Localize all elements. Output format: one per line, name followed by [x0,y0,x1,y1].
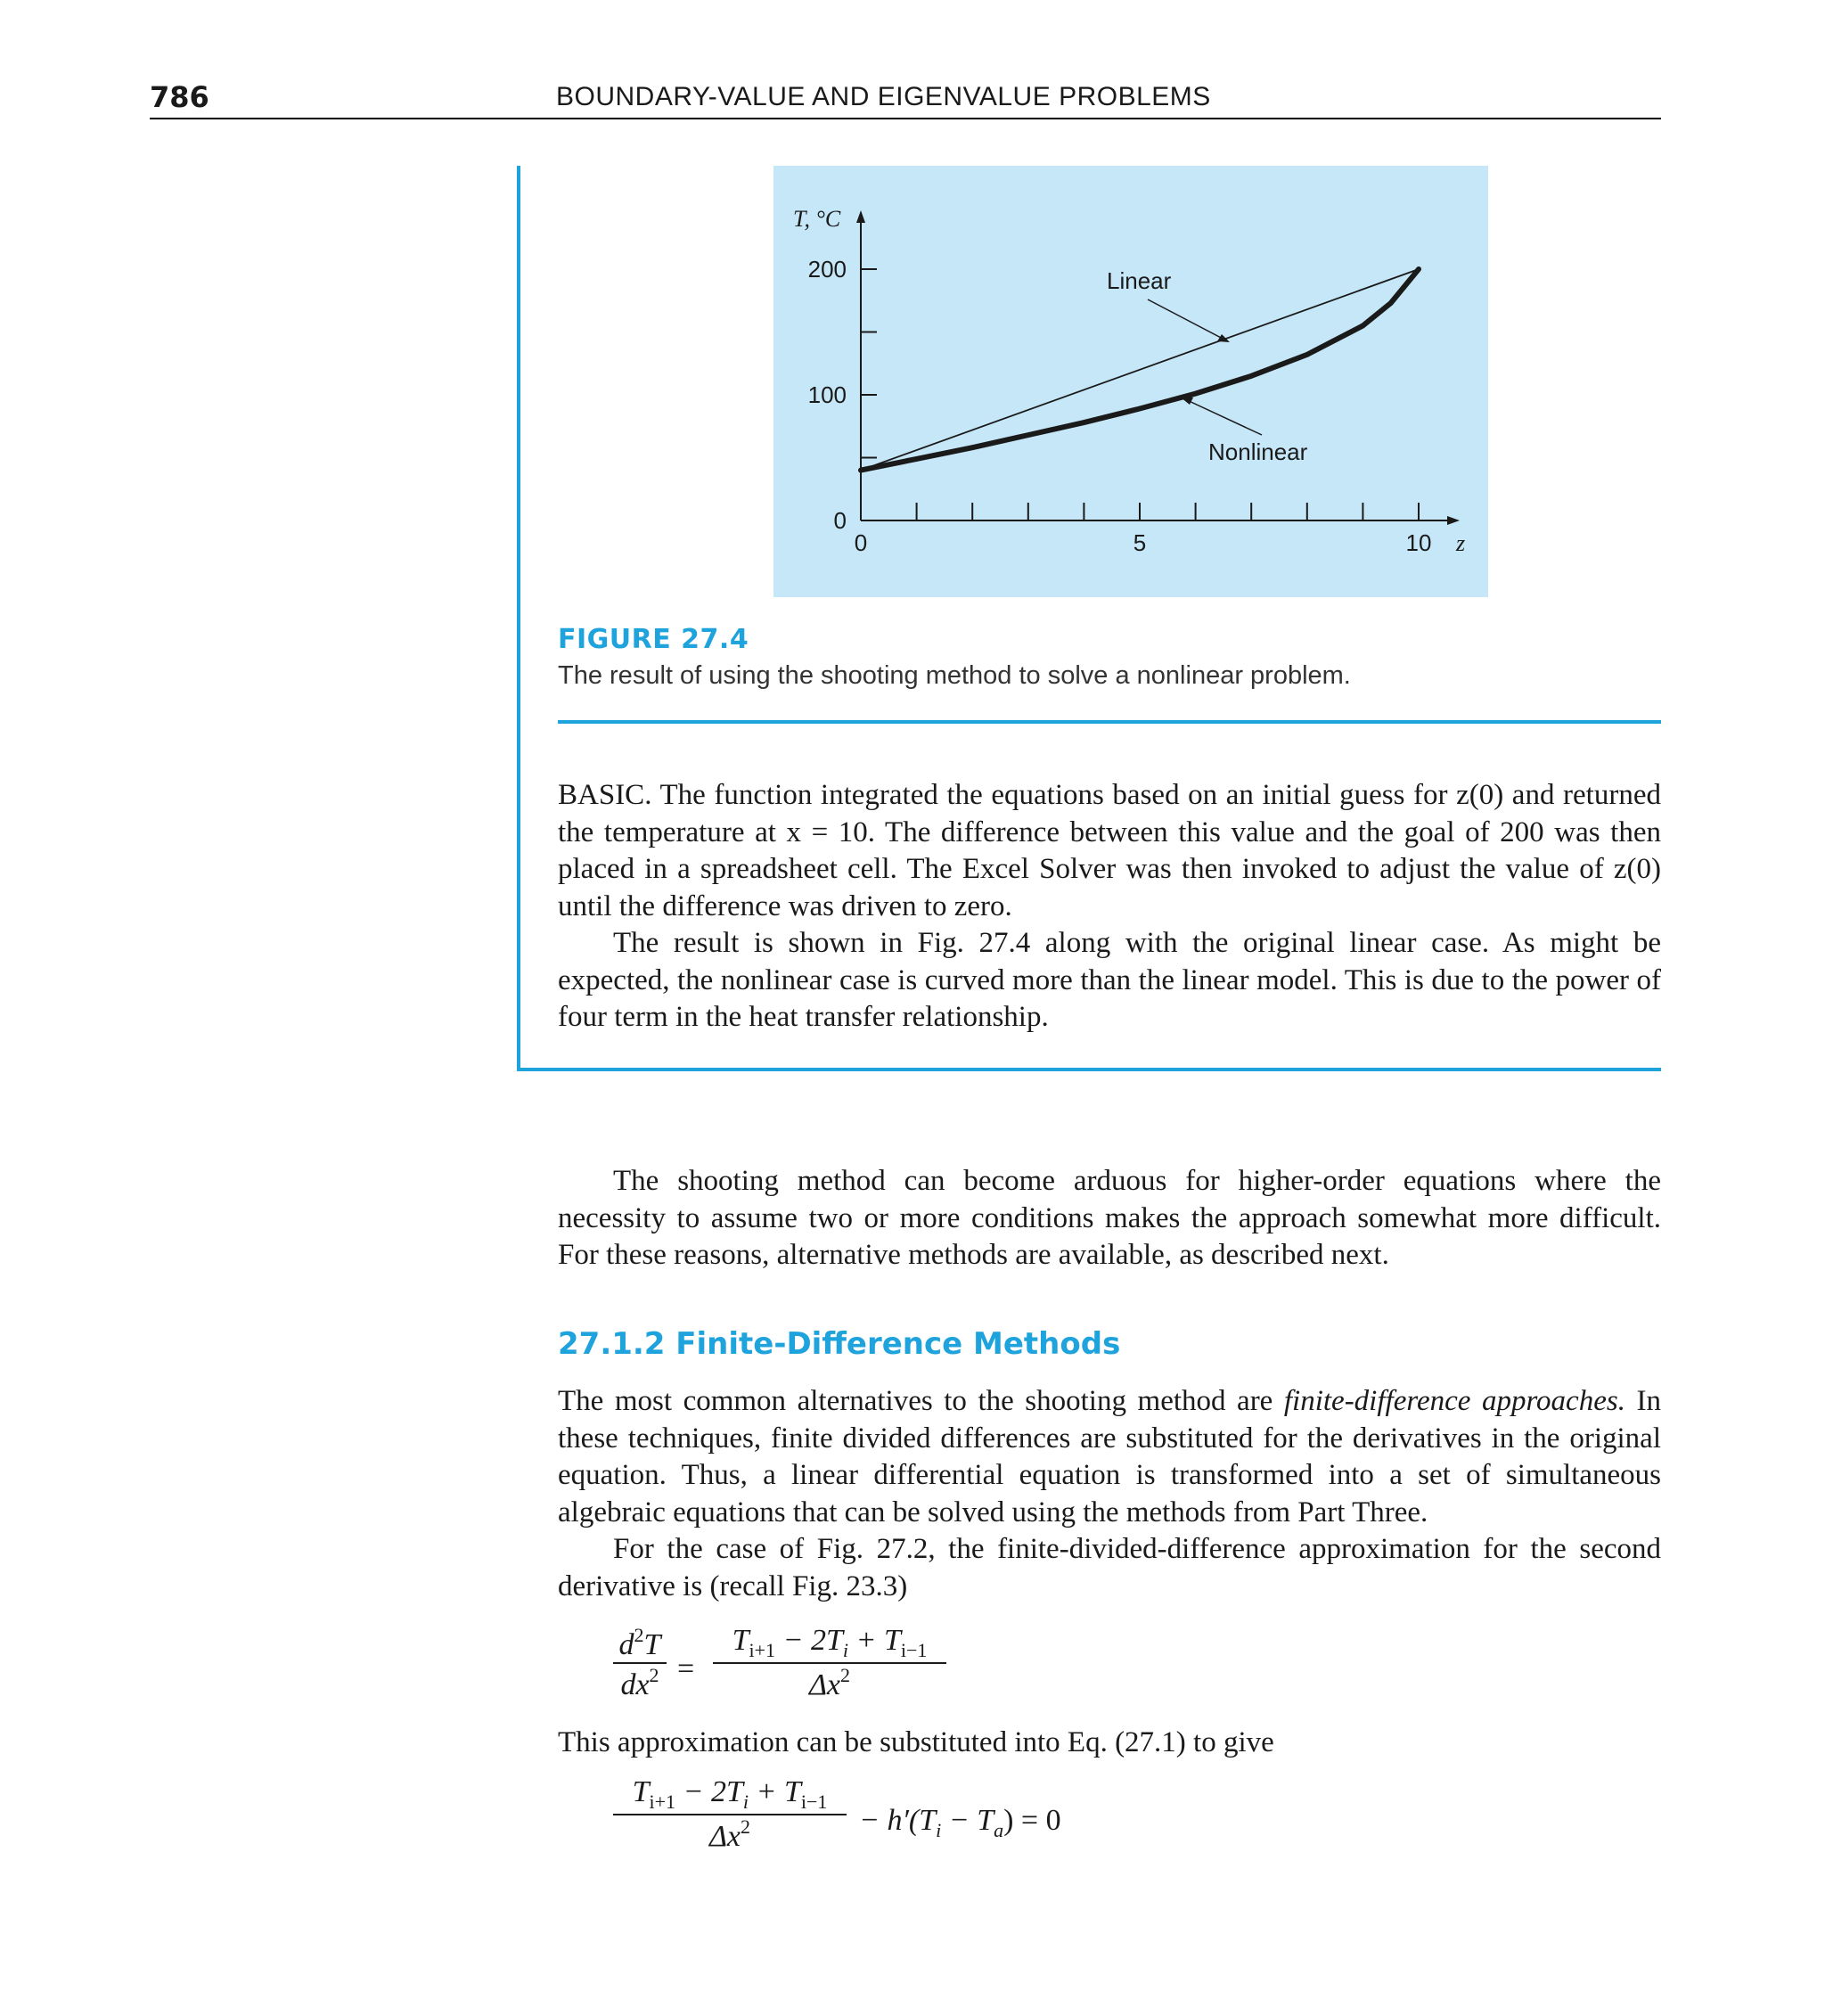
eq1-lhs-denominator [613,1664,667,1702]
paragraph-result: The result is shown in Fig. 27.4 along with the original linear case. As might be expected, the nonlinear case is curved more than the linear model. This is due to the power of four term in the heat transfer relationship. [558,927,1661,1033]
eq1-equals: = [677,1652,695,1685]
p4-italic-term: finite-difference approaches. [1283,1385,1625,1417]
eq2-t1-sub: i+1 [649,1791,676,1813]
eq2-tail-c: ) = 0 [1003,1804,1061,1837]
caption-rule [558,720,1661,724]
eq2-tail [859,1804,1061,1842]
chart-svg [773,166,1488,597]
eq1-mid: − 2T [775,1624,843,1657]
eq2-fraction [613,1775,847,1854]
y-tick-label: 100 [807,381,847,408]
eq2-delta-x-sup: 2 [741,1815,751,1838]
annotation-nonlinear-leader [1185,399,1262,435]
eq2-t1: T [632,1775,650,1808]
y-tick-label: 0 [833,507,847,534]
running-title: BOUNDARY-VALUE AND EIGENVALUE PROBLEMS [556,82,1211,111]
annotation-nonlinear-arrowhead [1181,397,1193,405]
eq2-tail-a-sub: i [936,1819,942,1841]
annotation-linear-leader [1148,299,1226,340]
eq2-plus: + T [749,1775,801,1808]
section-heading: 27.1.2 Finite-Difference Methods [558,1326,1121,1362]
eq1-lhs-numerator [613,1624,667,1662]
eq1-delta-x: Δx [808,1668,841,1701]
page-number: 786 [150,80,209,114]
x-ticks [855,503,1432,556]
x-axis-arrow [1447,516,1460,525]
figure-27-4-chart [773,166,1488,597]
eq1-dx-sup: 2 [649,1664,659,1686]
figure-caption: The result of using the shooting method to solve a nonlinear problem. [558,661,1351,690]
eq1-d: d [618,1628,634,1661]
y-ticks [808,256,877,534]
paragraph-second-derivative: For the case of Fig. 27.2, the finite-divided-difference approximation for the second derivative is (recall Fig. 23.3) [558,1533,1661,1602]
figure-label: FIGURE 27.4 [558,624,749,655]
x-tick-label: 5 [1133,529,1147,556]
eq1-plus: + T [848,1624,901,1657]
x-axis-label: z [1456,530,1466,556]
eq2-delta-x: Δx [708,1820,741,1853]
series-line-linear [861,269,1419,471]
series-layer [861,269,1419,471]
eq2-mid-sub: i [742,1791,749,1813]
x-tick-label: 10 [1405,529,1432,556]
eq1-t1: T [732,1624,749,1657]
y-tick-label: 200 [807,256,847,283]
example-box-bottom-rule [517,1068,1661,1071]
eq1-mid-sub: i [842,1639,849,1661]
eq2-denominator [613,1815,847,1854]
x-tick-label: 0 [854,529,868,556]
eq1-delta-x-sup: 2 [840,1664,851,1686]
chart-axes [856,210,1460,525]
y-axis-label [793,206,841,232]
eq2-numerator [613,1775,847,1814]
y-axis-arrow [856,210,865,223]
eq1-dx: dx [620,1668,650,1701]
paragraph-shooting-method: The shooting method can become arduous for higher-order equations where the necessity to assume two or more conditions makes the approach somewhat more difficult. For these reasons, alternative methods are available, as described next. [558,1165,1661,1271]
eq1-T: T [643,1628,661,1661]
eq2-tail-b-sub: a [994,1819,1004,1841]
p4-text-a: The most common alternatives to the shooting method are [558,1385,1284,1417]
eq2-tail-a: − h′(T [859,1804,937,1837]
eq2-mid: − 2T [675,1775,743,1808]
eq2-tail-b: − T [941,1804,994,1837]
eq1-rhs-fraction [713,1624,946,1702]
p4-text-b: In these techniques, finite divided differences are substituted for the derivatives in the original equation. Thus, a linear differential equation is transformed into a set of simultaneous algebraic equations that can be solved using the methods from Part Three. [558,1385,1661,1528]
eq1-t1-sub: i+1 [749,1639,776,1661]
eq1-d-sup: 2 [634,1624,644,1646]
paragraph-basic: BASIC. The function integrated the equations based on an initial guess for z(0) and returned the temperature at x = 10. The difference between this value and the goal of 200 was then placed in a spreadsheet cell. The Excel Solver was then invoked to adjust the value of z(0) until the difference was driven to zero. [558,779,1661,922]
paragraph-substitution: This approximation can be substituted into Eq. (27.1) to give [558,1726,1274,1758]
eq1-lhs-fraction [613,1624,667,1702]
example-box-left-rule [517,166,520,1071]
eq1-t3-sub: i−1 [900,1639,928,1661]
annotation-nonlinear: Nonlinear [1208,438,1308,465]
eq2-t3-sub: i−1 [800,1791,828,1813]
header-rule [150,118,1661,119]
paragraph-finite-difference [558,1383,1661,1531]
eq1-rhs-denominator [713,1664,946,1702]
annotation-linear: Linear [1107,267,1172,294]
y-axis-label-text: T, °C [793,206,841,232]
eq1-rhs-numerator [713,1624,946,1662]
